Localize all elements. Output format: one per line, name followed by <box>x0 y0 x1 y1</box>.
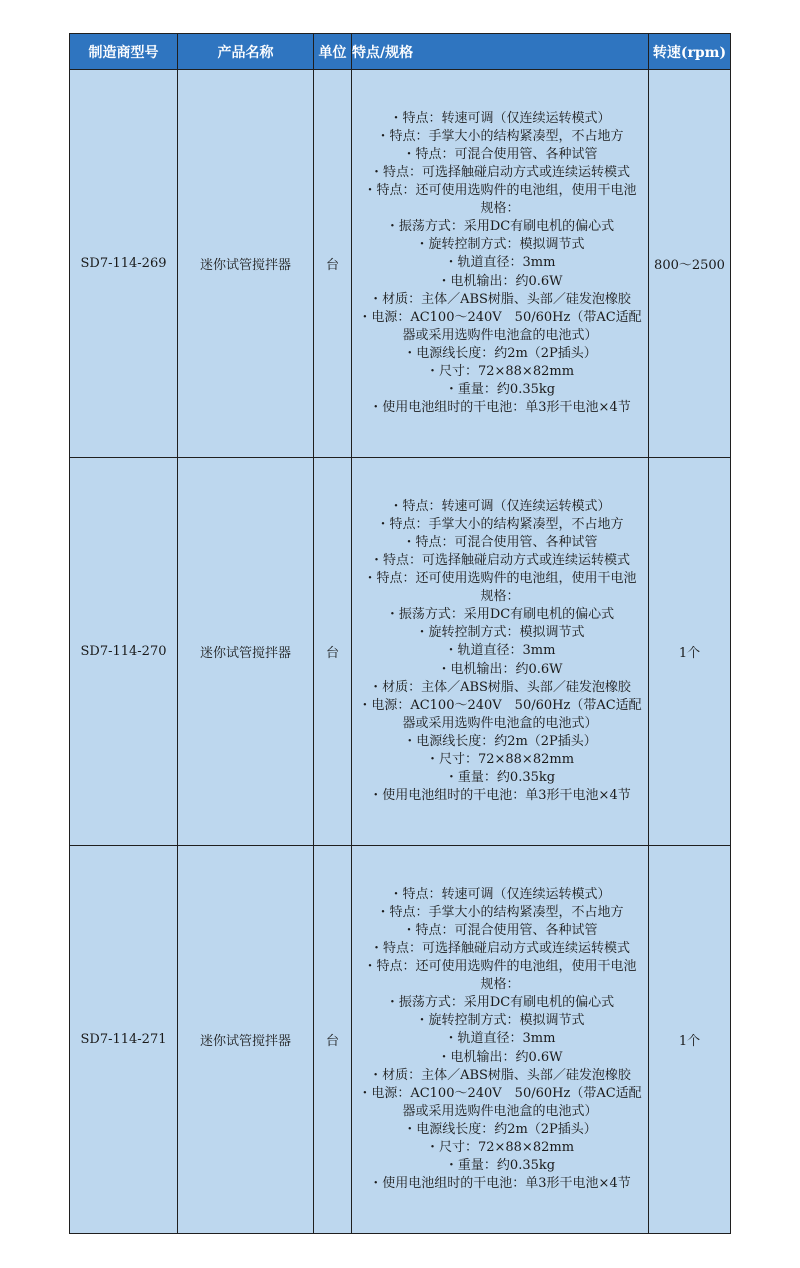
feature-line: ・特点：转速可调（仅连续运转模式） <box>389 498 611 514</box>
table-row <box>70 458 731 846</box>
feature-line: ・电源线长度：约2m（2P插头） <box>403 1121 597 1137</box>
feature-line: ・重量：约0.35kg <box>444 1158 556 1174</box>
unit-cell: 台 <box>314 846 352 1234</box>
feature-line: ・特点：可选择触碰启动方式或连续运转模式 <box>369 940 630 956</box>
feature-line: ・特点：还可使用选购件的电池组，使用干电池 <box>363 571 637 587</box>
feature-line: ・特点：还可使用选购件的电池组，使用干电池 <box>363 959 637 975</box>
feature-line: ・使用电池组时的干电池：单3形干电池×4节 <box>369 1176 631 1192</box>
feature-line: ・特点：可混合使用管、各种试管 <box>402 922 598 938</box>
feature-line: ・振荡方式：采用DC有刷电机的偏心式 <box>385 219 615 235</box>
feature-line: ・材质：主体／ABS树脂、头部／硅发泡橡胶 <box>369 291 631 307</box>
feature-line: ・使用电池组时的干电池：单3形干电池×4节 <box>369 788 631 804</box>
unit-cell: 台 <box>314 70 352 458</box>
header-speed: 转速(rpm) <box>649 34 731 70</box>
features-cell <box>352 458 649 846</box>
feature-line: ・电源线长度：约2m（2P插头） <box>403 733 597 749</box>
feature-line: ・电源：AC100～240V 50/60Hz（带AC适配器或采用选购件电池盒的电池式） <box>358 1085 642 1119</box>
feature-line: ・材质：主体／ABS树脂、头部／硅发泡橡胶 <box>369 679 631 695</box>
feature-line: ・特点：还可使用选购件的电池组，使用干电池 <box>363 183 637 199</box>
feature-line: ・材质：主体／ABS树脂、头部／硅发泡橡胶 <box>369 1067 631 1083</box>
features-cell <box>352 846 649 1234</box>
feature-line: ・重量：约0.35kg <box>444 770 556 786</box>
feature-line: ・使用电池组时的干电池：单3形干电池×4节 <box>369 400 631 416</box>
feature-line: ・电源：AC100～240V 50/60Hz（带AC适配器或采用选购件电池盒的电池式） <box>358 309 642 343</box>
name-cell: 迷你试管搅拌器 <box>178 846 314 1234</box>
speed-cell: 1个 <box>649 846 731 1234</box>
unit-cell: 台 <box>314 458 352 846</box>
feature-line: ・旋转控制方式：模拟调节式 <box>415 1013 585 1029</box>
header-row <box>70 34 731 70</box>
speed-cell: 800～2500 <box>649 70 731 458</box>
feature-line: ・电机输出：约0.6W <box>437 1049 563 1065</box>
feature-line: ・轨道直径：3mm <box>444 1031 556 1047</box>
feature-line: ・振荡方式：采用DC有刷电机的偏心式 <box>385 607 615 623</box>
feature-line: ・尺寸：72×88×82mm <box>425 752 575 768</box>
header-name: 产品名称 <box>178 34 314 70</box>
feature-line: ・特点：可选择触碰启动方式或连续运转模式 <box>369 164 630 180</box>
header-unit: 单位 <box>314 34 352 70</box>
product-spec-table <box>69 33 731 1234</box>
feature-line: ・尺寸：72×88×82mm <box>425 1140 575 1156</box>
features-cell <box>352 70 649 458</box>
feature-line: 规格： <box>480 201 520 217</box>
feature-line: ・尺寸：72×88×82mm <box>425 364 575 380</box>
feature-line: ・电源线长度：约2m（2P插头） <box>403 345 597 361</box>
feature-line: ・轨道直径：3mm <box>444 643 556 659</box>
feature-line: ・轨道直径：3mm <box>444 255 556 271</box>
feature-line: ・振荡方式：采用DC有刷电机的偏心式 <box>385 995 615 1011</box>
feature-line: ・特点：转速可调（仅连续运转模式） <box>389 110 611 126</box>
name-cell: 迷你试管搅拌器 <box>178 70 314 458</box>
speed-cell: 1个 <box>649 458 731 846</box>
model-cell: SD7-114-269 <box>70 70 178 458</box>
table-row <box>70 846 731 1234</box>
feature-line: ・旋转控制方式：模拟调节式 <box>415 625 585 641</box>
model-cell: SD7-114-271 <box>70 846 178 1234</box>
feature-line: 规格： <box>480 589 520 605</box>
feature-line: ・特点：可混合使用管、各种试管 <box>402 534 598 550</box>
feature-line: ・特点：手掌大小的结构紧凑型，不占地方 <box>376 904 624 920</box>
feature-line: ・旋转控制方式：模拟调节式 <box>415 237 585 253</box>
feature-line: ・特点：手掌大小的结构紧凑型，不占地方 <box>376 128 624 144</box>
feature-line: ・特点：可选择触碰启动方式或连续运转模式 <box>369 552 630 568</box>
feature-line: ・特点：转速可调（仅连续运转模式） <box>389 886 611 902</box>
feature-line: ・重量：约0.35kg <box>444 382 556 398</box>
table-row <box>70 70 731 458</box>
feature-line: ・电机输出：约0.6W <box>437 273 563 289</box>
header-model: 制造商型号 <box>70 34 178 70</box>
name-cell: 迷你试管搅拌器 <box>178 458 314 846</box>
feature-line: ・电源：AC100～240V 50/60Hz（带AC适配器或采用选购件电池盒的电池式） <box>358 697 642 731</box>
feature-line: ・特点：可混合使用管、各种试管 <box>402 146 598 162</box>
model-cell: SD7-114-270 <box>70 458 178 846</box>
feature-line: 规格： <box>480 977 520 993</box>
feature-line: ・特点：手掌大小的结构紧凑型，不占地方 <box>376 516 624 532</box>
header-features: 特点/规格 <box>352 34 649 70</box>
feature-line: ・电机输出：约0.6W <box>437 661 563 677</box>
